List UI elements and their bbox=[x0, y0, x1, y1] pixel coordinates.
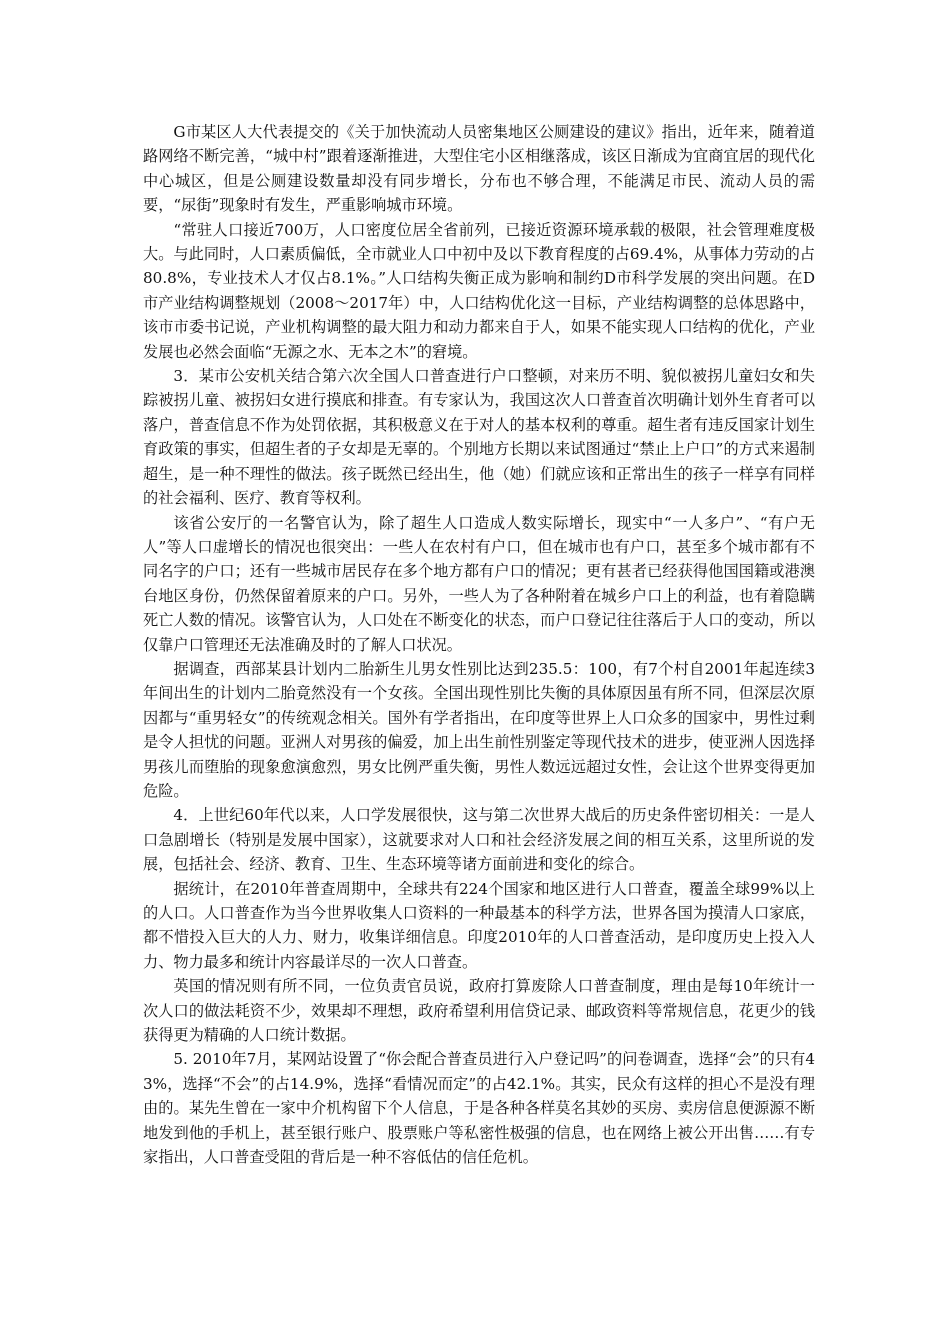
paragraph-1: G市某区人大代表提交的《关于加快流动人员密集地区公厕建设的建议》指出，近年来，随着道路网络不断完善，“城中村”跟着逐渐推进，大型住宅小区相继落成，该区日渐成为宜商宜居的现代化中心城区，但是公厕建设数量却没有同步增长，分布也不够合理，不能满足市民、流动人员的需要，“尿街”现象时有发生，严重影响城市环境。 bbox=[143, 123, 815, 215]
paragraph-3: 3．某市公安机关结合第六次全国人口普查进行户口整顿，对来历不明、貌似被拐儿童妇女和失踪被拐儿童、被拐妇女进行摸底和排查。有专家认为，我国这次人口普查首次明确计划外生育者可以落户，普查信息不作为处罚依据，其积极意义在于对人的基本权利的尊重。超生者有违反国家计划生育政策的事实，但超生者的子女却是无辜的。个别地方长期以来试图通过“禁止上户口”的方式来遏制超生，是一种不理性的做法。孩子既然已经出生，他（她）们就应该和正常出生的孩子一样享有同样的社会福利、医疗、教育等权利。 bbox=[143, 367, 815, 508]
paragraph-7: 据统计，在2010年普查周期中，全球共有224个国家和地区进行人口普查，覆盖全球99%以上的人口。人口普查作为当今世界收集人口资料的一种最基本的科学方法，世界各国为摸清人口家底，都不惜投入巨大的人力、财力，收集详细信息。印度2010年的人口普查活动，是印度历史上投入人力、物力最多和统计内容最详尽的一次人口普查。 bbox=[143, 879, 815, 971]
paragraph-2: “常驻人口接近700万，人口密度位居全省前列，已接近资源环境承载的极限，社会管理难度极大。与此同时，人口素质偏低，全市就业人口中初中及以下教育程度的占69.4%，从事体力劳动的占80.8%，专业技术人才仅占8.1%。”人口结构失衡正成为影响和制约D市科学发展的突出问题。在D市产业结构调整规划（2008～2017年）中，人口结构优化这一目标，产业结构调整的总体思路中，该市市委书记说，产业机构调整的最大阻力和动力都来自于人，如果不能实现人口结构的优化，产业发展也必然会面临“无源之水、无本之木”的窘境。 bbox=[143, 220, 815, 361]
paragraph-4: 该省公安厅的一名警官认为，除了超生人口造成人数实际增长，现实中“一人多户”、“有户无人”等人口虚增长的情况也很突出：一些人在农村有户口，但在城市也有户口，甚至多个城市都有不同名字的户口；还有一些城市居民存在多个地方都有户口的情况；更有甚者已经获得他国国籍或港澳台地区身份，仍然保留着原来的户口。另外，一些人为了各种附着在城乡户口上的利益，也有着隐瞒死亡人数的情况。该警官认为，人口处在不断变化的状态，而户口登记往往落后于人口的变动，所以仅靠户口管理还无法准确及时的了解人口状况。 bbox=[143, 513, 815, 654]
paragraph-6: 4．上世纪60年代以来，人口学发展很快，这与第二次世界大战后的历史条件密切相关：一是人口急剧增长（特别是发展中国家），这就要求对人口和社会经济发展之间的相互关系，这里所说的发展，包括社会、经济、教育、卫生、生态环境等诸方面前进和变化的综合。 bbox=[143, 806, 815, 874]
paragraph-8: 英国的情况则有所不同，一位负责官员说，政府打算废除人口普查制度，理由是每10年统计一次人口的做法耗资不少，效果却不理想，政府希望利用信贷记录、邮政资料等常规信息，花更少的钱获得更为精确的人口统计数据。 bbox=[143, 977, 815, 1045]
document-body bbox=[143, 120, 815, 1169]
paragraph-5: 据调查，西部某县计划内二胎新生儿男女性别比达到235.5：100，有7个村自2001年起连续3年间出生的计划内二胎竟然没有一个女孩。全国出现性别比失衡的具体原因虽有所不同，但深层次原因都与“重男轻女”的传统观念相关。国外有学者指出，在印度等世界上人口众多的国家中，男性过剩是令人担忧的问题。亚洲人对男孩的偏爱，加上出生前性别鉴定等现代技术的进步，使亚洲人因选择男孩儿而堕胎的现象愈演愈烈，男女比例严重失衡，男性人数远远超过女性，会让这个世界变得更加危险。 bbox=[143, 659, 815, 800]
paragraph-9: 5. 2010年7月，某网站设置了“你会配合普查员进行入户登记吗”的问卷调查，选择“会”的只有43%，选择“不会”的占14.9%，选择“看情况而定”的占42.1%。其实，民众有这样的担心不是没有理由的。某先生曾在一家中介机构留下个人信息，于是各种各样莫名其妙的买房、卖房信息便源源不断地发到他的手机上，甚至银行账户、股票账户等私密性极强的信息，也在网络上被公开出售……有专家指出，人口普查受阻的背后是一种不容低估的信任危机。 bbox=[143, 1050, 815, 1167]
